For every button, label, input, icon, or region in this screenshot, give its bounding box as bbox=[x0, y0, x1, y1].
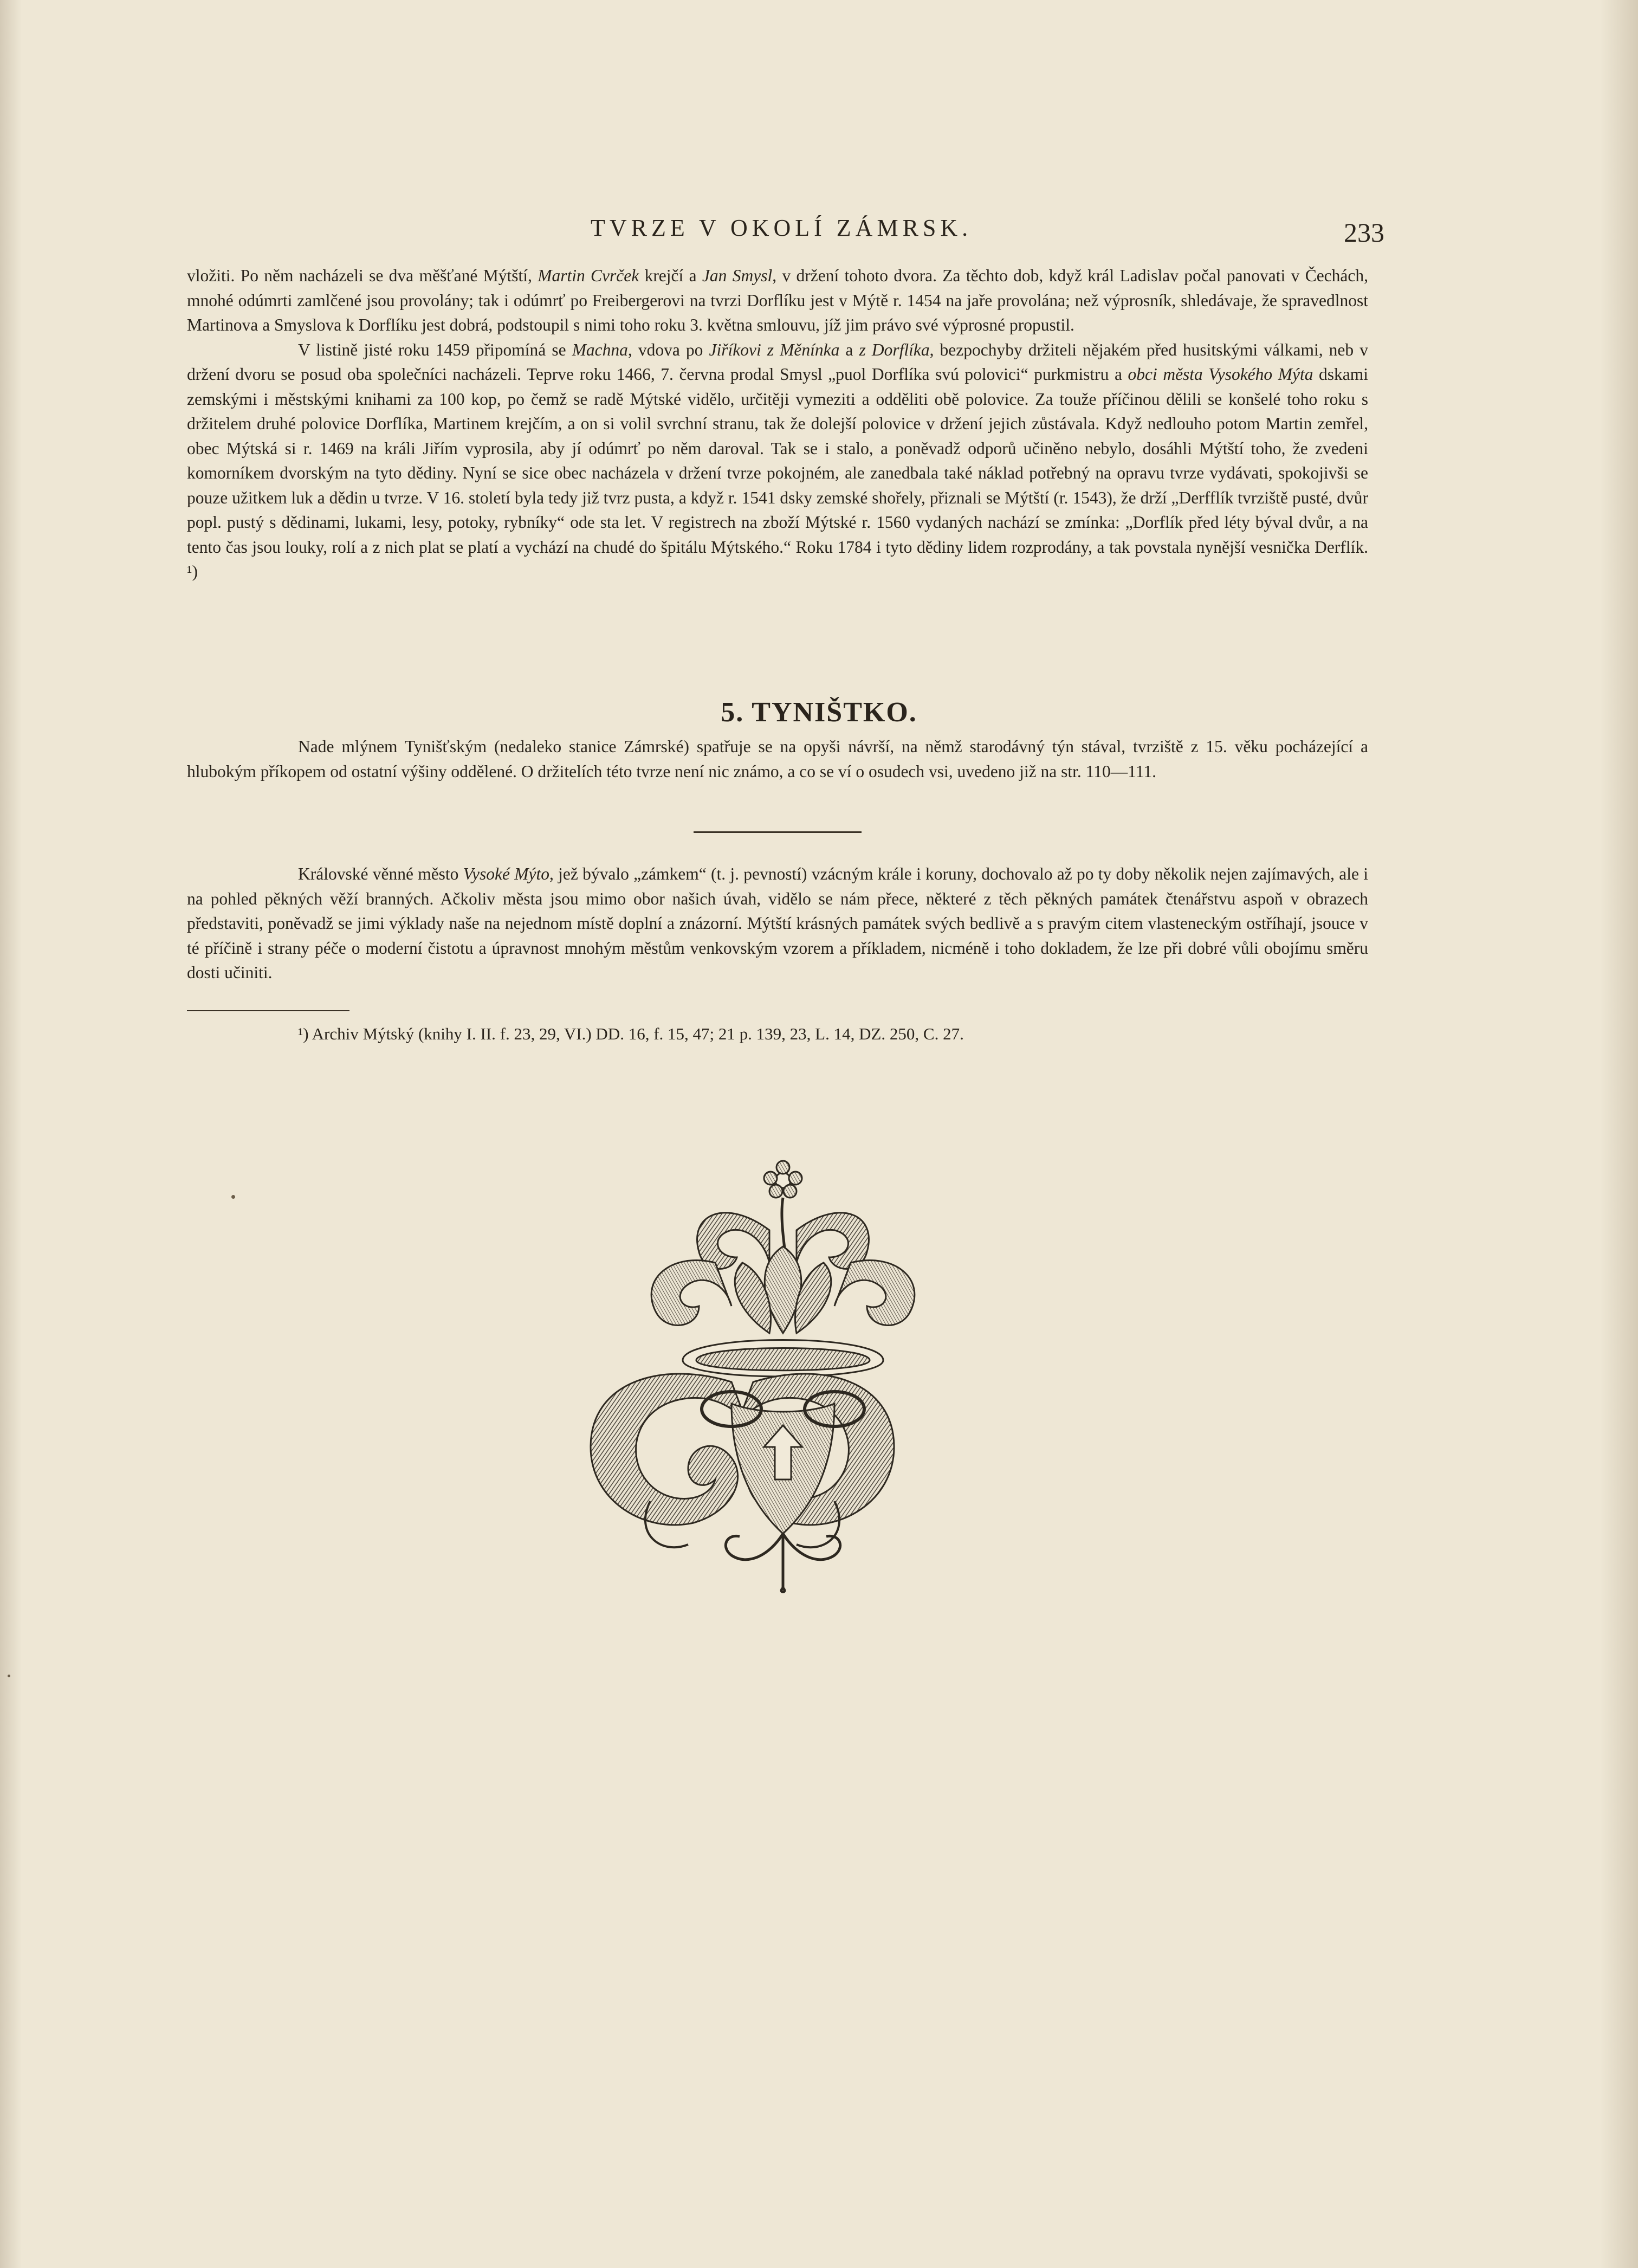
section-divider bbox=[694, 831, 862, 833]
italic-name: Jan Smysl bbox=[702, 266, 773, 285]
italic-name: Vysoké Mýto bbox=[463, 864, 549, 883]
binding-shadow bbox=[0, 0, 22, 2268]
floral-vignette-icon bbox=[553, 1154, 932, 1604]
page-edge-shadow bbox=[1600, 0, 1638, 2268]
body-text-lower bbox=[187, 862, 1368, 985]
paragraph: Královské věnné město Vysoké Mýto, jež bývalo „zámkem“ (t. j. pevností) vzácným krále i koruny, dochovalo až po ty doby několik nejen zajímavých, ale i na pohled pěkných věží branných. Ačkoliv města jsou mimo obor našich úvah, vidělo se nám přece, některé z těch pěkných památek čtenářstvu aspoň v obrazech představiti, poněvadž se jimi výklady naše na nejednom místě doplní a znázorní. Mýtští krásných památek svých bedlivě a s pravým citem vlasteneckým ostříhají, jsouce v té příčině i strany péče o moderní čistotu a úpravnost mnohým městům venkovským vzorem a příkladem, nicméně i toho dokladem, že lze při dobré vůli obojímu směru dosti učiniti. bbox=[187, 864, 1369, 982]
footnote-rule bbox=[187, 1010, 349, 1011]
paragraph: Nade mlýnem Tynišťským (nedaleko stanice Zámrské) spatřuje se na opyši návrší, na němž starodávný týn stával, tvrziště z 15. věku pocházející a hlubokým příkopem od ostatní výšiny oddělené. O držitelích této tvrze není nic známo, a co se ví o osudech vsi, uvedeno již na str. 110—111. bbox=[187, 737, 1368, 781]
page-number: 233 bbox=[1344, 217, 1384, 248]
italic-name: Machna bbox=[572, 340, 628, 359]
body-text-section bbox=[187, 734, 1368, 784]
running-head: TVRZE V OKOLÍ ZÁMRSK. bbox=[591, 215, 973, 241]
italic-name: z Dorflíka bbox=[859, 340, 930, 359]
paragraph: vložiti. Po něm nacházeli se dva měšťané Mýtští, Martin Cvrček krejčí a Jan Smysl, v držení tohoto dvora. Za těchto dob, když král Ladislav počal panovati v Čechách, mnohé odúmrti zamlčené jsou provolány; tak i odúmrť po Freibergerovi na tvrzi Dorflíku jest v Mýtě r. 1454 na jaře provolána; než výprosník, shledávaje, že spravedlnost Martinova a Smyslova k Dorflíku jest dobrá, podstoupil s nimi toho roku 3. května smlouvu, jíž jim právo své výprosné propustil. bbox=[187, 266, 1369, 334]
italic-name: obci města Vysokého Mýta bbox=[1128, 365, 1313, 384]
section-heading: 5. TYNIŠTKO. bbox=[721, 697, 917, 728]
italic-name: Martin Cvrček bbox=[538, 266, 639, 285]
italic-name: Jiříkovi z Měnínka bbox=[709, 340, 840, 359]
page-speck bbox=[8, 1675, 10, 1677]
paragraph: V listině jisté roku 1459 připomíná se Machna, vdova po Jiříkovi z Měnínka a z Dorflíka, bezpochyby držiteli nějakém před husitskými válkami, neb v držení dvoru se posud oba společníci nacházeli. Teprve roku 1466, 7. června prodal Smysl „puol Dorflíka svú polovici“ purkmistru a obci města Vysokého Mýta dskami zemskými i městskými knihami za 100 kop, po čemž se radě Mýtské vidělo, určitěji vymeziti a odděliti obě polovice. Za touže příčinou dělili se konšelé toho roku s držitelem druhé polovice Dorflíka, Martinem krejčím, a on si volil svrchní stranu, tak že dolejší polovice v držení jejich zůstávala. Když nedlouho potom Martin zemřel, obec Mýtská si r. 1469 na králi Jiřím vyprosila, aby jí odúmrť po něm daroval. Tak se i stalo, a poněvadž odporů učiněno nebylo, dosáhli Mýtští toho, že zvedeni komorníkem dvorským na tyto dědiny. Nyní se sice obec nacházela v držení tvrze pokojném, ale zanedbala také náklad potřebný na opravu tvrze vydávati, spokojivši se pouze užitkem luk a dědin u tvrze. V 16. století byla tedy již tvrz pusta, a když r. 1541 dsky zemské shořely, přiznali se Mýtští (r. 1543), že drží „Derfflík tvrziště pusté, dvůr popl. pustý s dědinami, lukami, lesy, potoky, rybníky“ ode sta let. V registrech na zboží Mýtské r. 1560 vydaných nachází se zmínka: „Dorflík před léty býval dvůr, a na tento čas jsou louky, rolí a z nich plat se platí a vychází na chudé do špitálu Mýtského.“ Roku 1784 i tyto dědiny lidem rozprodány, a tak povstala nynější vesnička Derflík. ¹) bbox=[187, 340, 1369, 581]
footnote: ¹) Archiv Mýtský (knihy I. II. f. 23, 29, VI.) DD. 16, f. 15, 47; 21 p. 139, 23, L. 14, DZ. 250, C. 27. bbox=[298, 1024, 964, 1043]
body-text-upper bbox=[187, 263, 1368, 584]
page-speck bbox=[231, 1195, 235, 1199]
